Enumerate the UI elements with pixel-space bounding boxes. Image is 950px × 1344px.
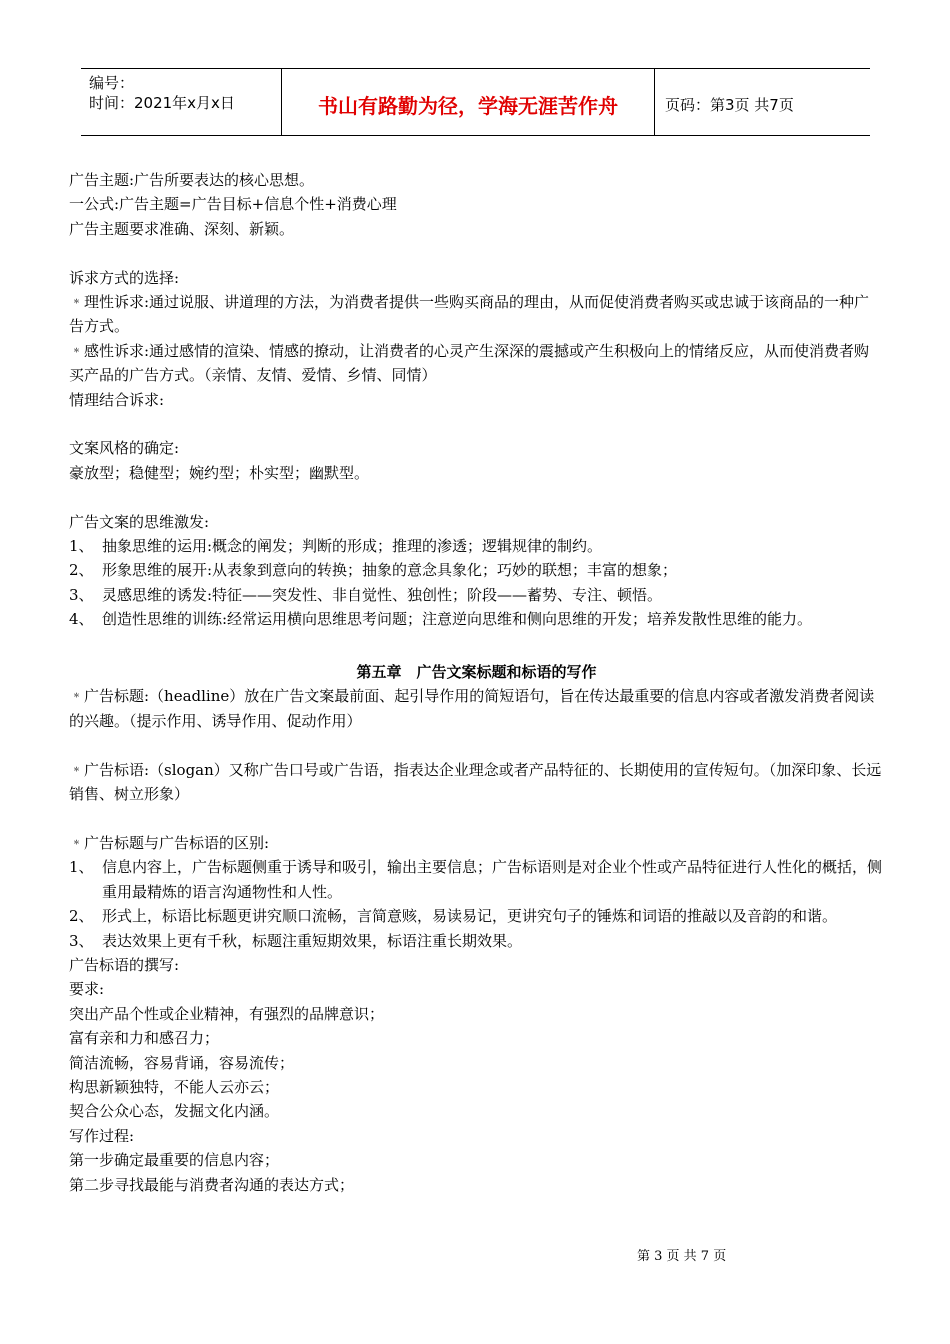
chapter-title: 第五章 广告文案标题和标语的写作 (356, 663, 597, 682)
paragraph: 契合公众心态，发掘文化内涵。 (69, 1102, 280, 1121)
list-item (69, 558, 884, 582)
list-number: 3、 (69, 585, 94, 604)
list-number: 1、 (69, 537, 94, 556)
paragraph: 广告主题要求准确、深刻、新颖。 (69, 219, 295, 238)
paragraph: 广告主题:广告所要表达的核心思想。 (69, 171, 315, 189)
section-heading: 诉求方式的选择: (69, 268, 180, 287)
list-item (69, 607, 884, 631)
paragraph: ﹡广告标语:（slogan）又称广告口号或广告语，指表达企业理念或者产品特征的、长期使用的宣传短句。（加深印象、长远销售、树立形象） (69, 760, 882, 804)
paragraph: 突出产品个性或企业精神，有强烈的品牌意识； (69, 1004, 385, 1023)
section-heading: ﹡广告标题与广告标语的区别: (69, 833, 270, 852)
list-item (69, 534, 884, 558)
date-label: 时间：2021年x月x日 (89, 94, 235, 112)
paragraph: 写作过程: (69, 1126, 135, 1145)
list-item (69, 929, 884, 953)
paragraph: ﹡广告标题:（headline）放在广告文案最前面、起引导作用的简短语句，旨在传达最重要的信息内容或者激发消费者阅读的兴趣。（提示作用、诱导作用、促动作用） (69, 687, 875, 730)
section-heading: 广告文案的思维激发: (69, 512, 210, 531)
list-item (69, 583, 884, 607)
list-text: 表达效果上更有千秋，标题注重短期效果，标语注重长期效果。 (102, 931, 523, 950)
list-number: 1、 (69, 858, 94, 877)
serial-number-label: 编号： (89, 74, 135, 92)
list-text: 灵感思维的诱发:特征——突发性、非自觉性、独创性；阶段——蓄势、专注、顿悟。 (102, 585, 663, 604)
paragraph: 豪放型；稳健型；婉约型；朴实型；幽默型。 (69, 463, 370, 482)
list-text: 抽象思维的运用:概念的阐发；判断的形成；推理的渗透；逻辑规律的制约。 (102, 537, 603, 556)
paragraph: ﹡感性诉求:通过感情的渲染、情感的撩动，让消费者的心灵产生深深的震撼或产生积极向上的情绪反应，从而使消费者购买产品的广告方式。（亲情、友情、爱情、乡情、同情） (69, 341, 870, 385)
paragraph: 第二步寻找最能与消费者沟通的表达方式； (69, 1175, 355, 1194)
list-item (69, 904, 884, 928)
header-motto: 书山有路勤为径，学海无涯苦作舟 (282, 69, 655, 135)
list-number: 2、 (69, 907, 94, 926)
list-text: 信息内容上，广告标题侧重于诱导和吸引，输出主要信息；广告标语则是对企业个性或产品特征进行人性化的概括，侧重用最精炼的语言沟通物性和人性。 (102, 858, 883, 901)
list-number: 2、 (69, 561, 94, 580)
page-header (81, 68, 870, 136)
document-body (69, 168, 884, 1197)
page-footer: 第 3 页 共 7 页 (637, 1249, 727, 1264)
list-text: 形式上，标语比标题更讲究顺口流畅，言简意赅，易读易记，更讲究句子的锤炼和词语的推敲以及音韵的和谐。 (102, 907, 838, 926)
list-number: 4、 (69, 610, 94, 629)
list-text: 形象思维的展开:从表象到意向的转换；抽象的意念具象化；巧妙的联想；丰富的想象； (102, 561, 678, 580)
list-item (69, 855, 884, 904)
paragraph: 富有亲和力和感召力； (69, 1029, 220, 1048)
list-text: 创造性思维的训练:经常运用横向思维思考问题；注意逆向思维和侧向思维的开发；培养发散性思维的能力。 (102, 610, 813, 629)
list-number: 3、 (69, 931, 94, 950)
paragraph: 一公式:广告主题=广告目标+信息个性+消费心理 (69, 195, 397, 214)
paragraph: 简洁流畅，容易背诵，容易流传； (69, 1053, 295, 1072)
paragraph: ﹡理性诉求:通过说服、讲道理的方法，为消费者提供一些购买商品的理由，从而促使消费者购买或忠诚于该商品的一种广告方式。 (69, 293, 870, 336)
paragraph: 情理结合诉求: (69, 390, 165, 409)
section-heading: 文案风格的确定: (69, 439, 180, 458)
paragraph: 第一步确定最重要的信息内容； (69, 1151, 280, 1170)
header-page-info: 页码：第3页 共7页 (665, 95, 794, 114)
paragraph: 构思新颖独特，不能人云亦云； (69, 1077, 280, 1096)
paragraph: 要求: (69, 980, 105, 999)
header-meta (81, 69, 282, 135)
section-heading: 广告标语的撰写: (69, 955, 180, 974)
